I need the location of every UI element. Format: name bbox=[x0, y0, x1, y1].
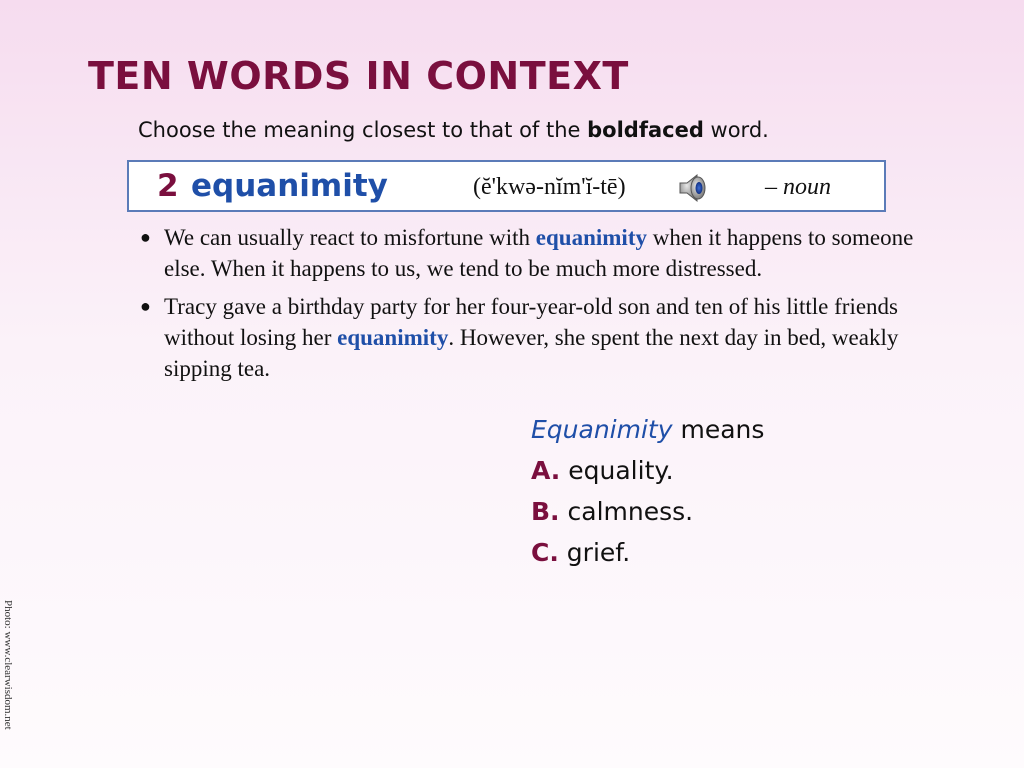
photo-credit-container bbox=[0, 600, 20, 758]
answer-option-b[interactable] bbox=[531, 494, 764, 535]
question-block bbox=[531, 412, 764, 576]
example-before: We can usually react to misfortune with bbox=[164, 225, 536, 250]
option-letter: C. bbox=[531, 538, 559, 567]
part-of-speech bbox=[765, 174, 831, 201]
bullet-icon: ● bbox=[140, 296, 151, 316]
pronunciation: (ĕ'kwə-nĭm'ĭ-tē) bbox=[473, 174, 626, 200]
question-stem-text: means bbox=[672, 415, 765, 444]
example-item bbox=[138, 222, 938, 284]
part-of-speech-text: – noun bbox=[765, 174, 831, 200]
slide-title: TEN WORDS IN CONTEXT bbox=[88, 54, 629, 98]
example-before: Tracy gave a birthday party for her four-year-old son and ten of his little friends without losing her bbox=[164, 294, 899, 350]
word-number: 2 bbox=[157, 168, 179, 204]
answer-option-c[interactable] bbox=[531, 535, 764, 576]
question-stem bbox=[531, 412, 764, 453]
option-letter: B. bbox=[531, 497, 560, 526]
vocab-word: equanimity bbox=[191, 168, 388, 204]
option-text: equality. bbox=[560, 456, 674, 485]
example-after: when it happens to someone else. When it happens to us, we tend to be much more distressed. bbox=[164, 225, 914, 281]
answer-option-a[interactable] bbox=[531, 453, 764, 494]
word-entry-box bbox=[127, 160, 886, 212]
example-sentences bbox=[138, 222, 938, 391]
example-highlight-word: equanimity bbox=[337, 325, 449, 350]
option-text: calmness. bbox=[559, 497, 694, 526]
option-letter: A. bbox=[531, 456, 561, 485]
instruction-before: Choose the meaning closest to that of the bbox=[138, 118, 588, 142]
bullet-icon: ● bbox=[140, 227, 151, 247]
example-after: . However, she spent the next day in bed, weakly sipping tea. bbox=[164, 325, 899, 381]
instruction-bold-word: boldfaced bbox=[587, 118, 704, 142]
question-word: Equanimity bbox=[531, 415, 673, 444]
instruction-text bbox=[138, 118, 769, 142]
instruction-after: word. bbox=[703, 118, 769, 142]
speaker-icon[interactable] bbox=[677, 173, 709, 203]
photo-credit: Photo: www.clearwisdom.net bbox=[2, 600, 14, 730]
example-highlight-word: equanimity bbox=[535, 225, 647, 250]
example-item bbox=[138, 291, 938, 384]
option-text: grief. bbox=[558, 538, 631, 567]
